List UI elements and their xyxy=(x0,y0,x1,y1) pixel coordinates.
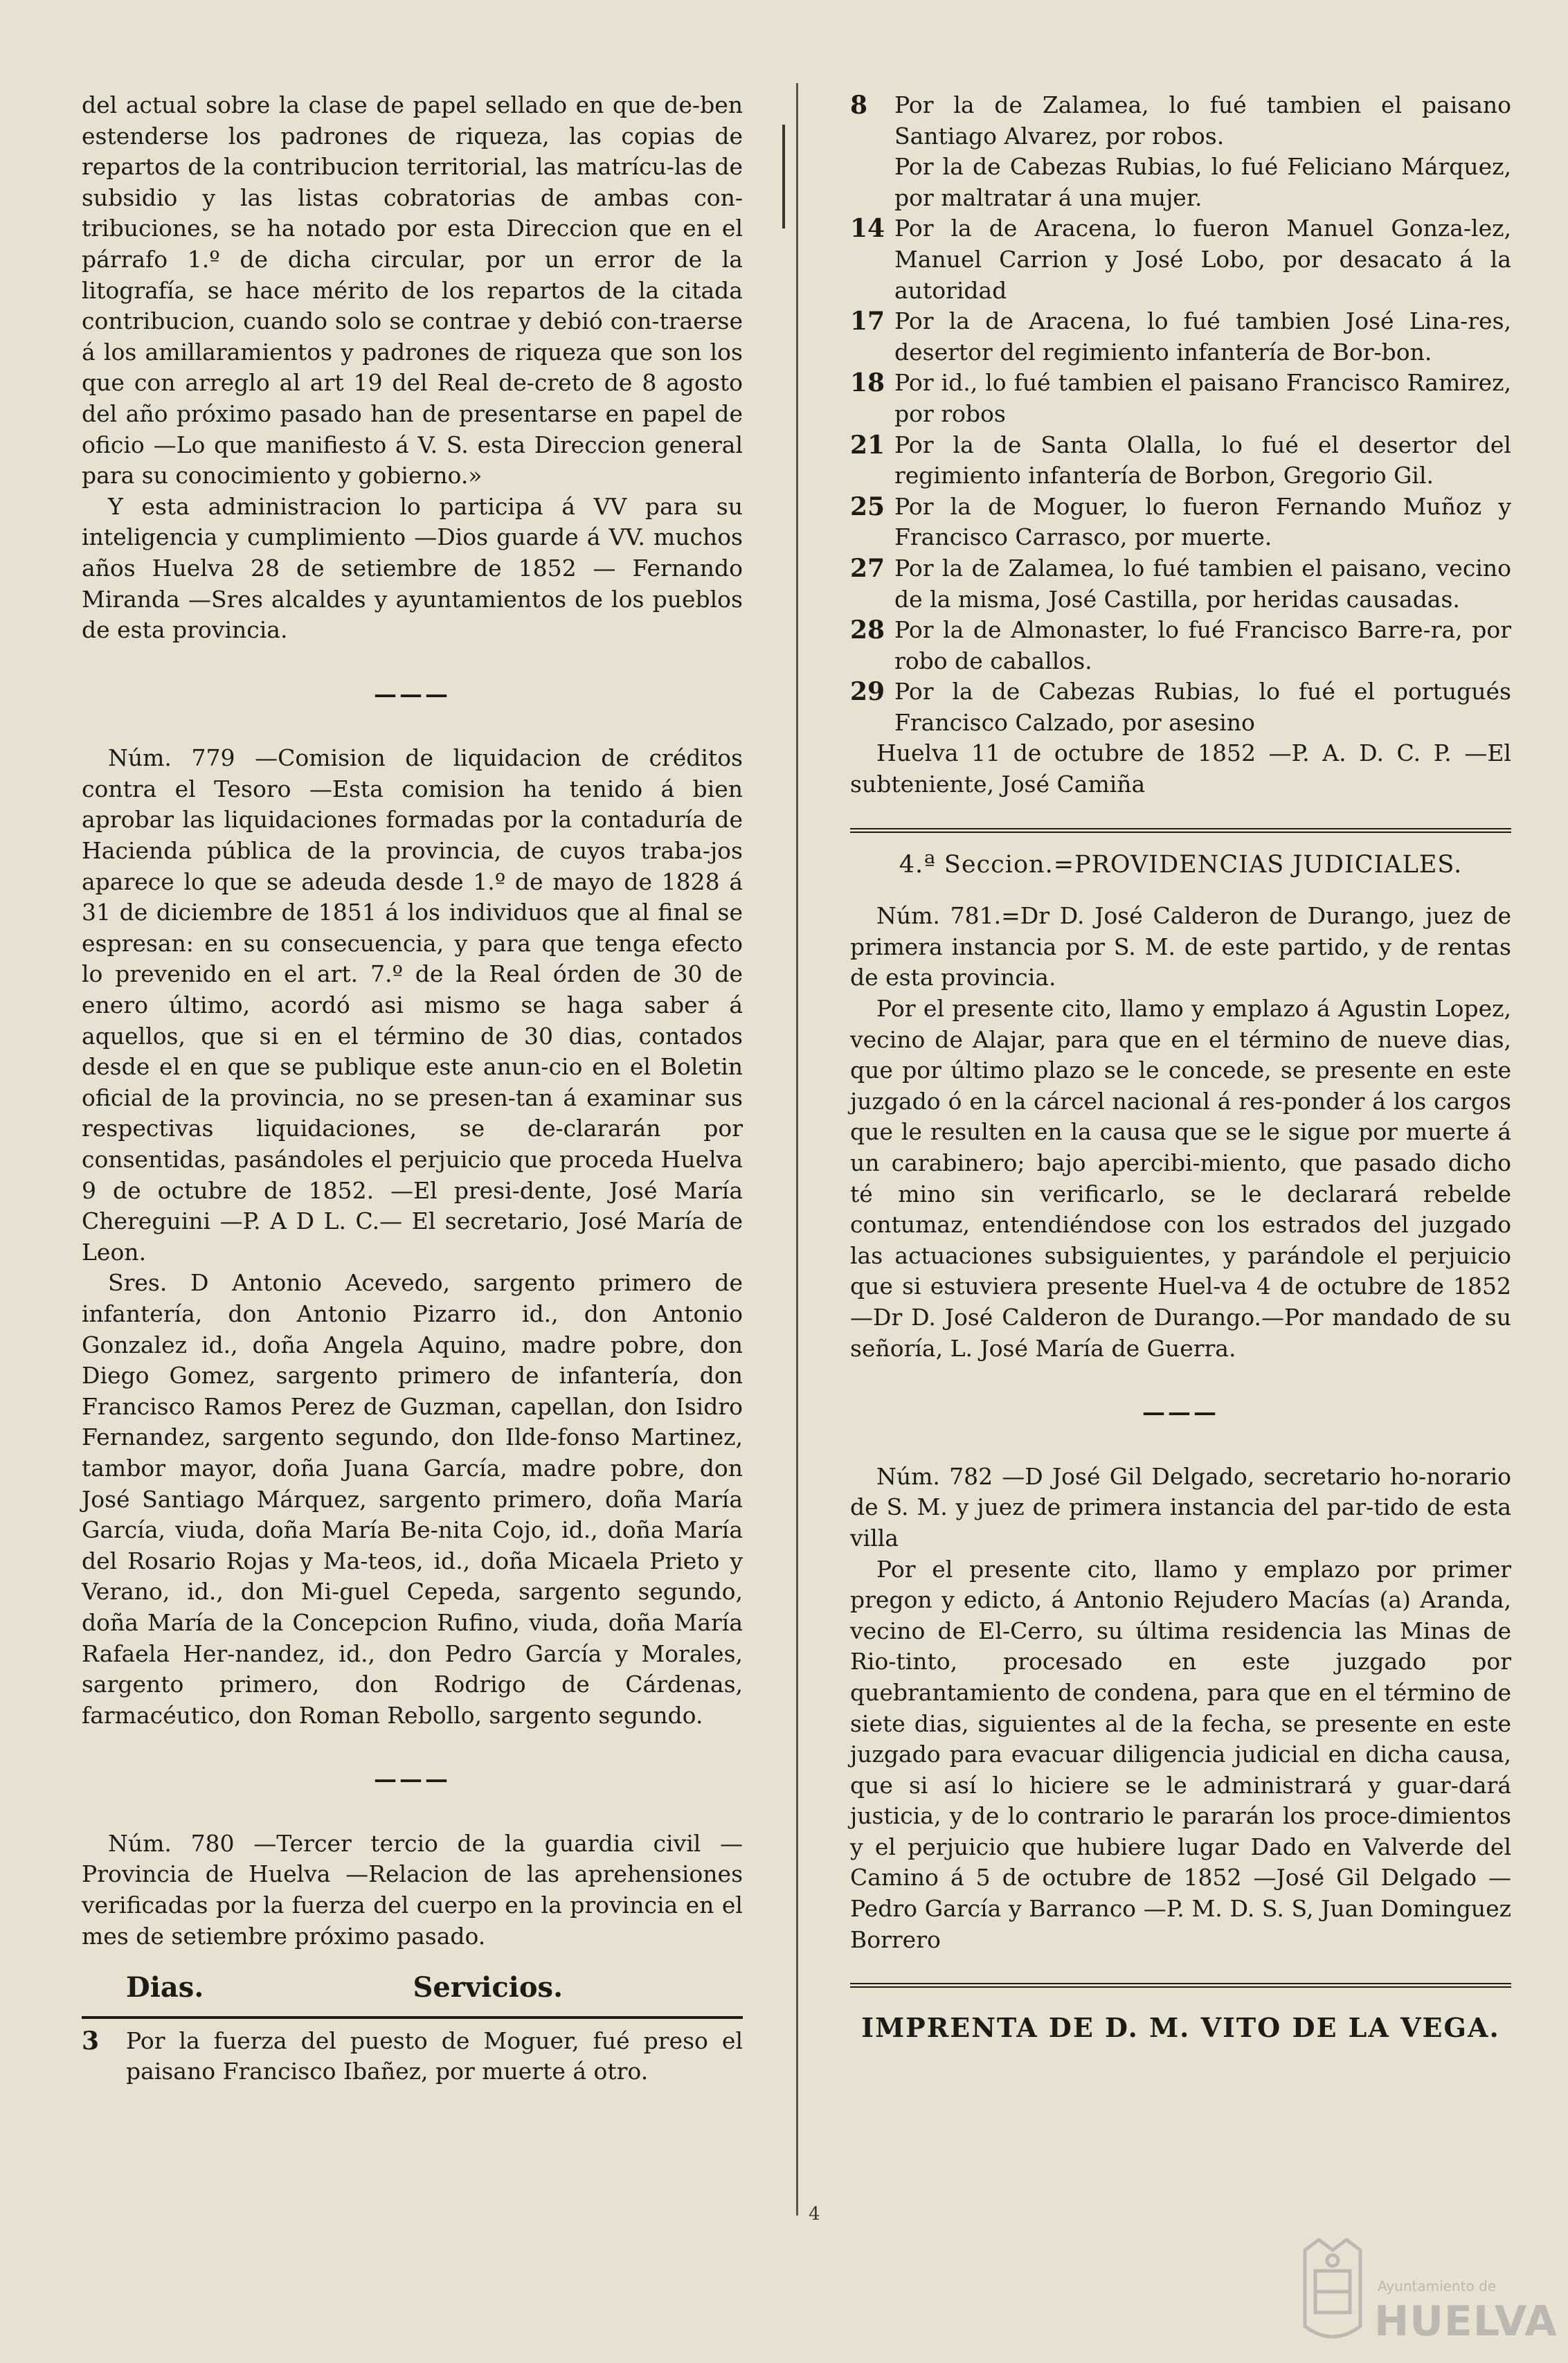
notice-780: Núm. 780 —Tercer tercio de la guardia civil — Provincia de Huelva —Relacion de las aprehensiones verificadas por la fuerza del cuerpo en la provincia en el mes de setiembre próximo pasado. xyxy=(82,1829,743,1950)
section-rule xyxy=(850,828,1511,833)
entry-day: 28 xyxy=(850,616,885,645)
signature-line: Huelva 11 de octubre de 1852 —P. A. D. C. P. —El subteniente, José Camiña xyxy=(850,739,1511,798)
notice-781: Núm. 781.=Dr D. José Calderon de Durango, juez de primera instancia por S. M. de este partido, y de rentas de esta provincia. xyxy=(850,902,1511,991)
table-row xyxy=(850,430,1511,492)
notice-782: Núm. 782 —D José Gil Delgado, secretario ho-norario de S. M. y juez de primera instancia del par-tido de esta villa xyxy=(850,1462,1511,1552)
table-row xyxy=(850,368,1511,429)
entry-text: Por la de Aracena, lo fueron Manuel Gonza-lez, Manuel Carrion y José Lobo, por desacato á la autoridad xyxy=(894,215,1511,304)
entry-text: Por la de Cabezas Rubias, lo fué el portugués Francisco Calzado, por asesino xyxy=(894,678,1511,736)
right-column xyxy=(850,90,1511,2044)
printer-imprint: IMPRENTA DE D. M. VITO DE LA VEGA. xyxy=(861,2012,1500,2044)
entry-day: 17 xyxy=(850,307,885,336)
separator: ——— xyxy=(374,680,451,708)
table-row xyxy=(850,676,1511,738)
header-services: Servicios. xyxy=(413,1971,563,2004)
table-row xyxy=(850,553,1511,615)
entry-text: Por la de Almonaster, lo fué Francisco Barre-ra, por robo de caballos. xyxy=(894,616,1511,674)
notice-779: Núm. 779 —Comision de liquidacion de créditos contra el Tesoro —Esta comision ha tenido á bien aprobar las liquidaciones formadas por la contaduría de Hacienda pública de la provincia, de cuyos traba-jos aparece lo que se adeuda desde 1.º de mayo de 1828 á 31 de diciembre de 1851 á los individuos que al final se espresan: en su consecuencia, y para que tenga efecto lo prevenido en el art. 7.º de la Real órden de 30 de enero último, acordó asi mismo se haga saber á aquellos, que si en el término de 30 dias, contados desde el en que se publique este anun-cio en el Boletin oficial de la provincia, no se presen-tan á examinar sus respectivas liquidaciones, se de-clararán por consentidas, pasándoles el perjuicio que proceda Huelva 9 de octubre de 1852. —El presi-dente, José María Chereguini —P. A D L. C.— El secretario, José María de Leon. xyxy=(82,744,743,1266)
entry-text: Por la de Zalamea, lo fué tambien el paisano Santiago Alvarez, por robos. xyxy=(894,91,1511,150)
table-row xyxy=(850,213,1511,306)
notice-779-names: Sres. D Antonio Acevedo, sargento primero de infantería, don Antonio Pizarro id., don Antonio Gonzalez id., doña Angela Aquino, madre pobre, don Diego Gomez, sargento primero de infantería, don Francisco Ramos Perez de Guzman, capellan, don Isidro Fernandez, sargento segundo, don Ilde-fonso Martinez, tambor mayor, doña Juana García, madre pobre, don José Santiago Márquez, sargento primero, doña María García, viuda, doña María Be-nita Cojo, id., doña María del Rosario Rojas y Ma-teos, id., doña Micaela Prieto y Verano, id., don Mi-guel Cepeda, sargento segundo, doña María de la Concepcion Rufino, viuda, doña María Rafaela Her-nandez, id., don Pedro García y Morales, sargento primero, don Rodrigo de Cárdenas, farmacéutico, don Roman Rebollo, sargento segundo. xyxy=(82,1269,743,1729)
watermark-small-text: Ayuntamiento de xyxy=(1378,2278,1497,2294)
watermark-big-text: HUELVA xyxy=(1374,2297,1558,2346)
entry-text: Por la fuerza del puesto de Moguer, fué preso el paisano Francisco Ibañez, por muerte á otro. xyxy=(126,2027,743,2085)
entry-day: 3 xyxy=(82,2026,100,2056)
entry-day: 25 xyxy=(850,492,885,521)
entry-text: Por la de Santa Olalla, lo fué el desertor del regimiento infantería de Borbon, Gregorio Gil. xyxy=(894,431,1511,489)
notice-782-body: Por el presente cito, llamo y emplazo por primer pregon y edicto, á Antonio Rejudero Macías (a) Aranda, vecino de El-Cerro, su última residencia las Minas de Rio-tinto, procesado en este juzgado por quebrantamiento de condena, para que en el término de siete dias, siguientes al de la fecha, se presente en este juzgado para evacuar diligencia judicial en dicha causa, que si así lo hiciere se le administrará y guar-dará justicia, y de lo contrario le pararán los proce-dimientos y el perjuicio que hubiere lugar Dado en Valverde del Camino á 5 de octubre de 1852 —José Gil Delgado —Pedro García y Barranco —P. M. D. S. S, Juan Dominguez Borrero xyxy=(850,1555,1511,1953)
footer-rule xyxy=(850,1983,1511,1988)
table-row xyxy=(850,152,1511,213)
table-row xyxy=(82,2026,743,2087)
entry-day: 14 xyxy=(850,214,885,244)
table-row xyxy=(850,306,1511,368)
notice-781-body: Por el presente cito, llamo y emplazo á Agustin Lopez, vecino de Alajar, para que en el término de nueve dias, que por último plazo se le concede, se presente en este juzgado ó en la cárcel nacional á res-ponder á los cargos que le resulten en la causa que se le sigue por muerte á un carabinero; bajo apercibi-miento, que pasado dicho té mino sin verificarlo, se le declarará rebelde contumaz, entendiéndose con los estrados del juzgado las actuaciones subsiguientes, y parándole el perjuicio que si estuviera presente Huel-va 4 de octubre de 1852 —Dr D. José Calderon de Durango.—Por mandado de su señoría, L. José María de Guerra. xyxy=(850,995,1511,1362)
table-row xyxy=(850,90,1511,152)
entry-day: 21 xyxy=(850,430,885,460)
table-rule xyxy=(82,2016,743,2019)
left-column xyxy=(82,90,743,2087)
entry-text: Por la de Moguer, lo fueron Fernando Muñoz y Francisco Carrasco, por muerte. xyxy=(894,492,1511,551)
entry-day: 18 xyxy=(850,368,885,398)
table-header xyxy=(82,1973,743,2004)
header-days: Dias. xyxy=(126,1971,204,2004)
entry-text: Por la de Zalamea, lo fué tambien el paisano, vecino de la misma, José Castilla, por heridas causadas. xyxy=(894,554,1511,613)
entry-text: Por la de Cabezas Rubias, lo fué Feliciano Márquez, por maltratar á una mujer. xyxy=(894,153,1511,211)
column-divider-mark xyxy=(782,125,785,228)
section-title: 4.ª Seccion.=PROVIDENCIAS JUDICIALES. xyxy=(899,850,1463,879)
table-row xyxy=(850,615,1511,676)
table-row xyxy=(850,492,1511,553)
entry-text: Por la de Aracena, lo fué tambien José Lina-res, desertor del regimiento infantería de Bor-bon. xyxy=(894,307,1511,366)
separator: ——— xyxy=(374,1765,451,1793)
entry-text: Por id., lo fué tambien el paisano Francisco Ramirez, por robos xyxy=(894,369,1511,427)
separator: ——— xyxy=(1142,1399,1219,1426)
entry-day: 8 xyxy=(850,91,868,120)
intro-paragraph: del actual sobre la clase de papel sellado en que de-ben estenderse los padrones de riqueza, las copias de repartos de la contribucion territorial, las matrícu-las de subsidio y las listas cobratorias de ambas con-tribuciones, se ha notado por esta Direccion que en el párrafo 1.º de dicha circular, por un error de la litografía, se hace mérito de los repartos de la citada contribucion, cuando solo se contrae y debió con-traerse á los amillaramientos y padrones de riqueza que son los que con arreglo al art 19 del Real de-creto de 8 agosto del año próximo pasado han de presentarse en papel de oficio —Lo que manifiesto á V. S. esta Direccion general para su conocimiento y gobierno.» xyxy=(82,91,743,489)
column-divider xyxy=(796,83,798,2216)
entry-day: 27 xyxy=(850,553,885,583)
page-mark: 4 xyxy=(809,2204,820,2225)
entry-day: 29 xyxy=(850,677,885,707)
intro-closing: Y esta administracion lo participa á VV para su inteligencia y cumplimiento —Dios guarde á VV. muchos años Huelva 28 de setiembre de 1852 — Fernando Miranda —Sres alcaldes y ayuntamientos de los pueblos de esta provincia. xyxy=(82,492,743,644)
